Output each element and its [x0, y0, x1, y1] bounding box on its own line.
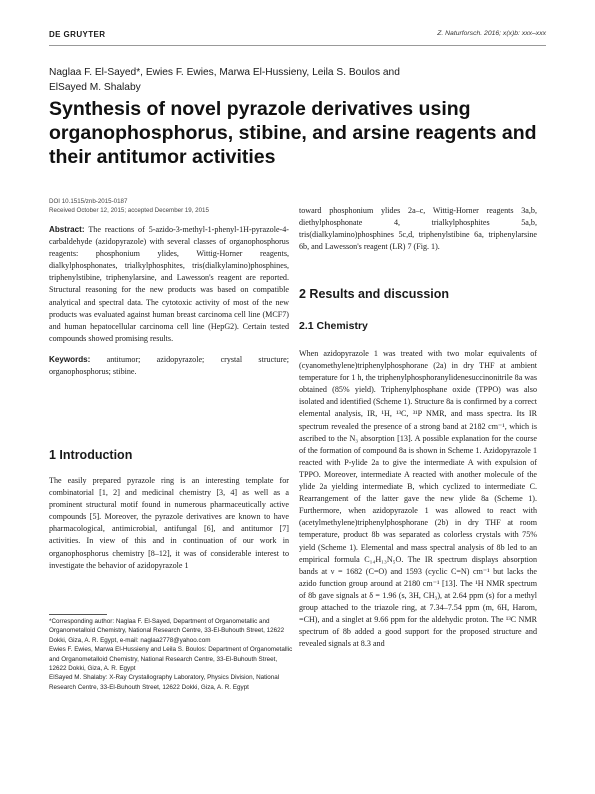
keywords-text: antitumor; azidopyrazole; crystal structure; organophosphorus; stibine.: [49, 354, 289, 377]
publisher-logo: DE GRUYTER: [49, 30, 106, 39]
chemistry-text: [299, 348, 537, 650]
abstract-label: Abstract:: [49, 225, 85, 234]
journal-citation: Z. Naturforsch. 2016; x(x)b: xxx–xxx: [437, 30, 546, 37]
doi-link[interactable]: DOI 10.1515/znb-2015-0187: [49, 198, 128, 205]
abstract-text: The reactions of 5-azido-3-methyl-1-phenyl-1H-pyrazole-4-carbaldehyde (azidopyrazole) with several classes of organophosphorus reagents: phosphonium ylides, Wittig-Horner reagents, dialkylphosphonates, trialkylphosphites, tris(dialkylamino)phosphines, triphenylstibine, triphenylarsine, and Lawesson's reagent are reported. Structural reasoning for the new products was based on compatible analytical and spectral data. The cytotoxic activity of most of the new products was evaluated against human breast carcinoma cell line (MCF7) and human hepatocellular carcinoma cell line (HepG2). Certain tested compounds showed promising results.: [49, 225, 289, 343]
abstract: [49, 224, 289, 345]
keywords: [49, 354, 289, 378]
authors-line-1: Naglaa F. El-Sayed*, Ewies F. Ewies, Marwa El-Hussieny, Leila S. Boulos and: [49, 67, 400, 78]
page-header: [49, 30, 546, 44]
abstract-block: [49, 224, 289, 378]
footnote-divider: [49, 614, 107, 615]
footnote-crystallography: ElSayed M. Shalaby: X-Ray Crystallography Laboratory, Physics Division, National Research Centre, 33-El-Buhouth Street, 12622 Dokki, Giza, A. R. Egypt: [49, 674, 280, 691]
intro-continuation: toward phosphonium ylides 2a–c, Wittig-Horner reagents 3a,b, diethylphosphonate 4, trialkylphosphites 5a,b, tris(dialkylamino)phosphines 5c,d, triphenylstibine 6a, triphenylarsine 6b, and Lawesson's reagent (LR) 7 (Fig. 1).: [299, 206, 537, 252]
section-2-heading: 2 Results and discussion: [299, 287, 450, 301]
footnote-corresponding-author: *Corresponding author: Naglaa F. El-Sayed, Department of Organometallic and Organometalloid Chemistry, National Research Centre, 33-El-Buhouth Street, 12622 Dokki, Giza, A. R. Egypt, e-mail: naglaa2778@yahoo.com: [49, 618, 285, 644]
footnotes: [49, 617, 295, 692]
section-1-heading: 1 Introduction: [49, 448, 133, 462]
chemistry-paragraph: When azidopyrazole 1 was treated with two molar equivalents of (cyanomethylene)triphenylphosphorane (2a) in dry THF at ambient temperature for 1 h, the triphenylphosphoranylidenesuccinonitrile 8a was obtained (85% yield). Triphenylphosphane oxide (TPPO) was also isolated and identified (Scheme 1). Structure 8a is confirmed by a correct elemental analysis, IR, ¹H, ¹³C, ³¹P NMR, and mass spectra. Its IR spectrum revealed the presence of a strong band at 2182 cm⁻¹, which is ascribed to the N₃ absorption [13]. A possible explanation for the course of the formation of compound 8a is shown in Scheme 1. Azidopyrazole 1 reacted with P-ylide 2a to give the intermediate A with expulsion of TPPO. Moreover, intermediate A reacted with another molecule of the ylide 2a yielding intermediate B, which cyclized to intermediate C. Rearrangement of the latter gave the new ylide 8a (Scheme 1). Furthermore, when azidopyrazole 1 was allowed to react with (acetylmethylene)triphenylphosphorane (2b) in dry THF at room temperature, product 8b was separated as colorless crystals with 75% yield (Scheme 1). Elemental and mass spectral analysis of 8b led to an empirical formula C₁₄H₁₃N₅O. The IR spectrum displays absorption bands at ν = 1682 (C=O) and 1593 (cyclic C=N) cm⁻¹ but lacks the azido function group around at 2180 cm⁻¹ [13]. The ¹H NMR spectrum of 8b gave signals at δ = 1.96 (s, 3H, CH₃), at 2.64 ppm (s) for a methyl group attached to the triazole ring, at 7.34–7.54 ppm (m, 6H, Harom, =CH), and a singlet at 9.66 ppm for the aldehydic proton. The ¹³C NMR spectrum of 8b added a good support for the proposed structure and revealed signals at 8.3 and: [299, 349, 537, 649]
article-meta: [49, 198, 309, 216]
keywords-label: Keywords:: [49, 354, 91, 364]
section-2-1-heading: 2.1 Chemistry: [299, 320, 368, 332]
footnote-coauthors: Ewies F. Ewies, Marwa El-Hussieny and Leila S. Boulos: Department of Organometallic and Organometalloid Chemistry, National Research Centre, 33-El-Buhouth Street, 12622 Dokki, Giza, A. R. Egypt: [49, 646, 293, 673]
right-column-intro: [299, 205, 537, 253]
authors-line-2: ElSayed M. Shalaby: [49, 81, 141, 93]
introduction-text: [49, 475, 289, 572]
author-list: [49, 66, 549, 95]
introduction-paragraph: The easily prepared pyrazole ring is an interesting template for combinatorial [1, 2] and medicinal chemistry [3, 4] as well as a prominent structural motif found in numerous pharmaceutically active compounds [5]. Moreover, the pyrazole derivatives are known to have pharmacological, antimicrobial, antifungal [6], and antitumor [7] activities. In view of this and in continuation of our work in organophosphorus chemistry [8–12], it was of considerable interest to investigate the behavior of azidopyrazole 1: [49, 476, 289, 570]
header-divider: [49, 45, 546, 46]
received-dates: Received October 12, 2015; accepted December 19, 2015: [49, 206, 209, 214]
article-title: Synthesis of novel pyrazole derivatives using organophosphorus, stibine, and arsine reagents and their antitumor activities: [49, 98, 537, 168]
